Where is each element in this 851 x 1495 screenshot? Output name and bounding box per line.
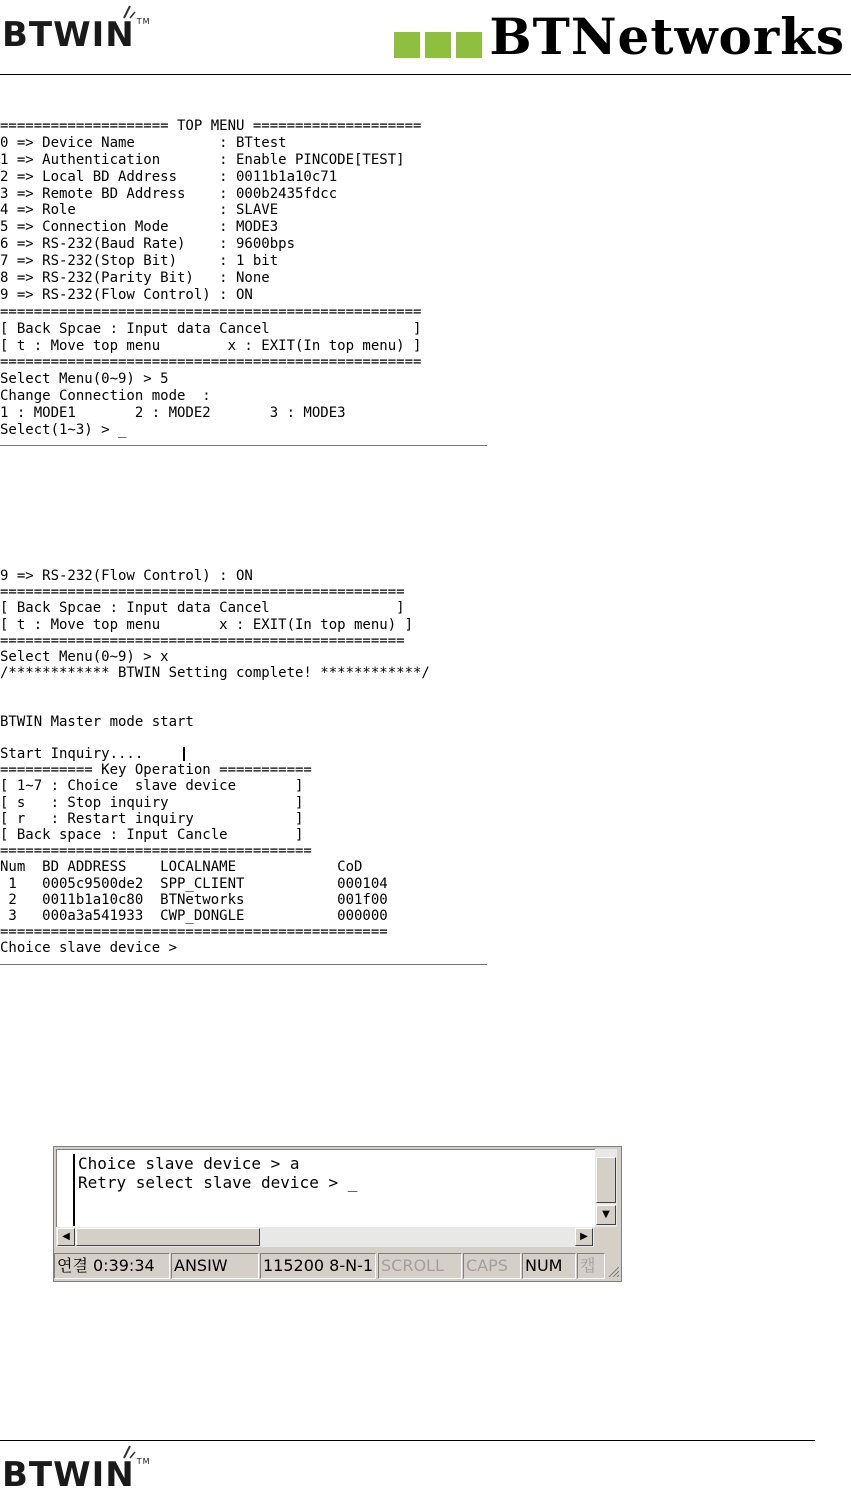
scroll-right-icon[interactable]: ▶ bbox=[575, 1228, 593, 1246]
status-port: 115200 8-N-1 bbox=[260, 1253, 376, 1279]
terminal-line: [ Back space : Input Cancle ] bbox=[0, 827, 304, 843]
terminal-line: 6 => RS-232(Baud Rate) : 9600bps bbox=[0, 236, 296, 253]
terminal-line: Select(1~3) > _ bbox=[0, 422, 127, 439]
spark-icon bbox=[120, 4, 136, 20]
terminal-line: 8 => RS-232(Parity Bit) : None bbox=[0, 270, 270, 287]
terminal-line: 3 000a3a541933 CWP_DONGLE 000000 bbox=[0, 907, 388, 924]
terminal-line: Change Connection mode : bbox=[0, 388, 211, 405]
scroll-left-icon[interactable]: ◀ bbox=[57, 1228, 75, 1246]
terminal-line: [ s : Stop inquiry ] bbox=[0, 794, 304, 811]
terminal-line bbox=[0, 681, 487, 697]
terminal-line bbox=[0, 698, 487, 714]
terminal-line: 1 : MODE1 2 : MODE2 3 : MODE3 bbox=[0, 405, 346, 422]
terminal-line: 5 => Connection Mode : MODE3 bbox=[0, 219, 279, 236]
terminal-line: 7 => RS-232(Stop Bit) : 1 bit bbox=[0, 253, 279, 270]
terminal-line: [ t : Move top menu x : EXIT(In top menu) ] bbox=[0, 337, 422, 354]
terminal-line: 2 => Local BD Address : 0011b1a10c71 bbox=[0, 168, 338, 185]
terminal-line: 4 => Role : SLAVE bbox=[0, 202, 279, 219]
vertical-scroll-thumb[interactable] bbox=[596, 1157, 616, 1203]
brand-square-icon bbox=[425, 32, 451, 58]
terminal-line: Select Menu(0~9) > x bbox=[0, 648, 169, 665]
btnetworks-brand bbox=[394, 7, 845, 66]
brand-square-icon bbox=[456, 32, 482, 58]
spark-icon bbox=[120, 1444, 136, 1460]
terminal-line: ================================================ bbox=[0, 632, 405, 649]
terminal-text-area[interactable] bbox=[56, 1149, 595, 1228]
status-bar bbox=[54, 1251, 621, 1279]
terminal-window bbox=[53, 1146, 622, 1282]
terminal-line: [ Back Spcae : Input data Cancel ] bbox=[0, 600, 405, 617]
logo-text: BTWIN bbox=[2, 15, 135, 55]
terminal-line: Retry select slave device > _ bbox=[78, 1173, 358, 1192]
scroll-down-icon[interactable]: ▼ bbox=[596, 1205, 616, 1225]
terminal-line: 9 => RS-232(Flow Control) : ON bbox=[0, 568, 253, 584]
terminal-line: 2 0011b1a10c80 BTNetworks 001f00 bbox=[0, 891, 388, 908]
resize-grip-icon[interactable] bbox=[607, 1265, 619, 1277]
terminal-line: ==================== TOP MENU ==================== bbox=[0, 118, 422, 134]
status-num: NUM bbox=[522, 1253, 576, 1279]
vertical-scrollbar[interactable] bbox=[595, 1149, 617, 1227]
terminal-master-mode bbox=[0, 568, 487, 965]
horizontal-scrollbar[interactable] bbox=[56, 1227, 594, 1247]
logo-trademark: TM bbox=[136, 1457, 151, 1466]
terminal-line: [ r : Restart inquiry ] bbox=[0, 810, 304, 827]
terminal-line: [ 1~7 : Choice slave device ] bbox=[0, 778, 304, 795]
terminal-top-menu bbox=[0, 118, 487, 446]
terminal-line: 9 => RS-232(Flow Control) : ON bbox=[0, 286, 253, 303]
text-cursor-gutter bbox=[73, 1154, 75, 1226]
terminal-line: [ t : Move top menu x : EXIT(In top menu) ] bbox=[0, 616, 414, 633]
terminal-line: 1 => Authentication : Enable PINCODE[TEST] bbox=[0, 151, 405, 168]
terminal-line: Num BD ADDRESS LOCALNAME CoD bbox=[0, 859, 363, 876]
logo-text: BTWIN bbox=[2, 1455, 135, 1495]
terminal-line: ================================================== bbox=[0, 303, 422, 320]
terminal-line: 1 0005c9500de2 SPP_CLIENT 000104 bbox=[0, 875, 388, 892]
terminal-line: Start Inquiry.... bbox=[0, 746, 487, 762]
terminal-line: ===================================== bbox=[0, 843, 312, 860]
status-caps: CAPS bbox=[463, 1253, 521, 1279]
terminal-line: Choice slave device > bbox=[0, 940, 178, 957]
terminal-line: ================================================ bbox=[0, 584, 405, 601]
status-emulation: ANSIW bbox=[171, 1253, 259, 1279]
header-divider bbox=[0, 74, 851, 75]
terminal-line: Select Menu(0~9) > 5 bbox=[0, 371, 169, 388]
terminal-line: =========== Key Operation =========== bbox=[0, 762, 312, 779]
terminal-line: 3 => Remote BD Address : 000b2435fdcc bbox=[0, 185, 338, 202]
terminal-line: ================================================== bbox=[0, 354, 422, 371]
status-connection: 연결 0:39:34 bbox=[54, 1253, 170, 1279]
terminal-line: 0 => Device Name : BTtest bbox=[0, 134, 287, 151]
terminal-line: BTWIN Master mode start bbox=[0, 713, 194, 730]
terminal-line: /************ BTWIN Setting complete! ************/ bbox=[0, 665, 430, 682]
terminal-line: [ Back Spcae : Input data Cancel ] bbox=[0, 320, 422, 337]
brand-name: BTNetworks bbox=[489, 7, 845, 66]
status-scroll: SCROLL bbox=[378, 1253, 462, 1279]
status-capture: 캡 bbox=[577, 1253, 605, 1279]
terminal-line: ============================================== bbox=[0, 924, 388, 941]
btwin-logo bbox=[2, 15, 151, 55]
terminal-line bbox=[0, 730, 487, 746]
horizontal-scroll-thumb[interactable] bbox=[76, 1228, 260, 1246]
logo-trademark: TM bbox=[136, 17, 151, 26]
terminal-line: Choice slave device > a bbox=[78, 1154, 300, 1173]
footer-divider bbox=[0, 1440, 815, 1441]
btwin-logo-footer bbox=[2, 1455, 151, 1495]
text-cursor bbox=[183, 747, 185, 761]
brand-square-icon bbox=[394, 32, 420, 58]
